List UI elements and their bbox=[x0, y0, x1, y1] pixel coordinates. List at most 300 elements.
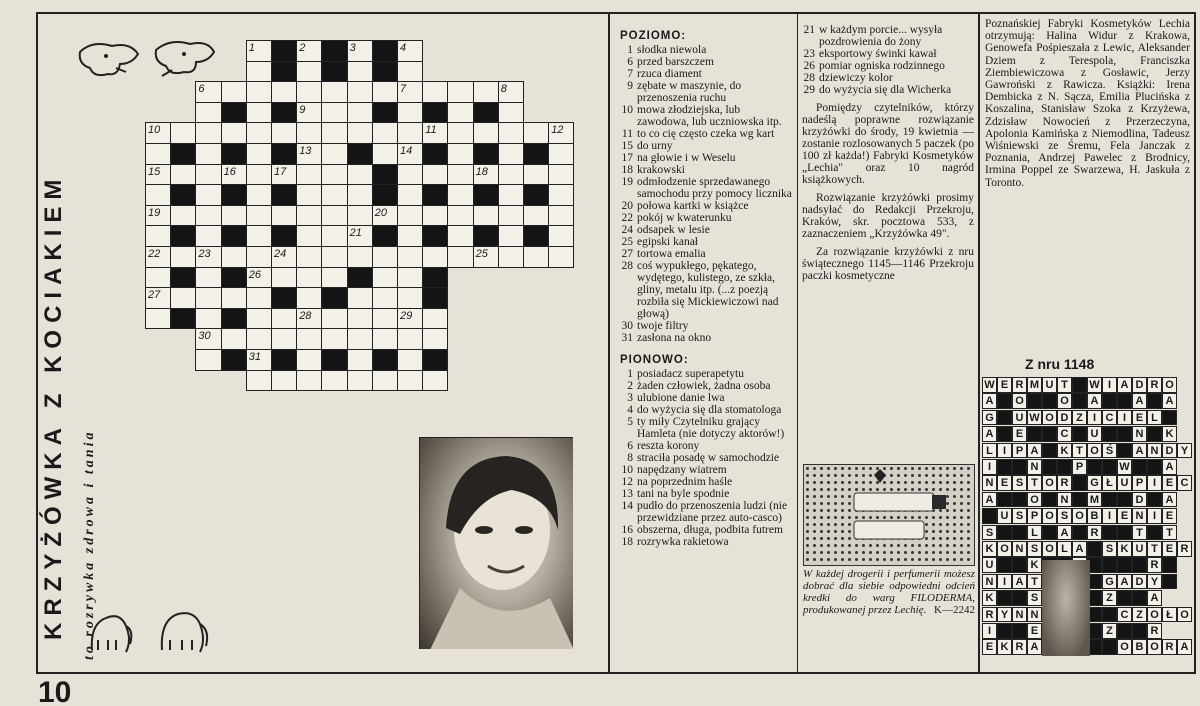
crossword-cell[interactable] bbox=[498, 205, 524, 227]
solution-black-cell bbox=[1102, 639, 1117, 655]
crossword-cell[interactable] bbox=[447, 143, 473, 165]
clue-text: słodka niewola bbox=[637, 44, 707, 56]
solution-cell: G bbox=[1102, 574, 1117, 590]
crossword-cell[interactable] bbox=[296, 370, 322, 392]
crossword-black-cell bbox=[221, 143, 247, 165]
crossword-cell[interactable] bbox=[296, 143, 322, 165]
crossword-black-cell bbox=[221, 102, 247, 124]
crossword-cell[interactable] bbox=[347, 40, 373, 62]
crossword-cell[interactable] bbox=[321, 205, 347, 227]
crossword-cell[interactable] bbox=[372, 267, 398, 289]
crossword-cell[interactable] bbox=[347, 349, 373, 371]
solution-cell: S bbox=[1057, 508, 1072, 524]
clue-number: 4 bbox=[627, 404, 633, 416]
crossword-cell[interactable] bbox=[296, 102, 322, 124]
crossword-cell[interactable] bbox=[296, 225, 322, 247]
crossword-cell[interactable] bbox=[321, 308, 347, 330]
crossword-cell[interactable] bbox=[246, 246, 272, 268]
solution-cell: O bbox=[1042, 410, 1057, 426]
clue-number: 3 bbox=[349, 42, 356, 54]
clue-number: 15 bbox=[148, 165, 161, 178]
crossword-cell[interactable] bbox=[296, 308, 322, 330]
crossword-black-cell bbox=[372, 61, 398, 83]
clue-text: dziewiczy kolor bbox=[819, 72, 893, 84]
clue-number: 18 bbox=[475, 165, 488, 178]
clue-number: 29 bbox=[803, 84, 815, 96]
clue-number: 28 bbox=[621, 260, 633, 272]
solution-cell: C bbox=[1177, 475, 1192, 491]
solution-cell: C bbox=[1057, 426, 1072, 442]
solution-cell: U bbox=[1117, 475, 1132, 491]
crossword-cell[interactable] bbox=[246, 40, 272, 62]
solution-cell: P bbox=[1072, 459, 1087, 475]
clue-text: mowa złodziejska, lub zawodowa, lub uczniowska itp. bbox=[637, 104, 782, 128]
solution-cell: K bbox=[997, 639, 1012, 655]
crossword-cell[interactable] bbox=[397, 205, 423, 227]
crossword-black-cell bbox=[271, 143, 297, 165]
crossword-cell[interactable] bbox=[246, 102, 272, 124]
crossword-cell[interactable] bbox=[347, 164, 373, 186]
crossword-cell[interactable] bbox=[296, 328, 322, 350]
solution-cell: A bbox=[1177, 639, 1192, 655]
crossword-cell[interactable] bbox=[347, 122, 373, 144]
solution-cell: A bbox=[1162, 459, 1177, 475]
solution-black-cell bbox=[1072, 525, 1087, 541]
crossword-cell[interactable] bbox=[447, 122, 473, 144]
crossword-cell[interactable] bbox=[195, 308, 221, 330]
solution-cell: O bbox=[1147, 639, 1162, 655]
crossword-cell[interactable] bbox=[321, 81, 347, 103]
crossword-cell[interactable] bbox=[397, 225, 423, 247]
clue-text: przed barszczem bbox=[637, 56, 714, 68]
crossword-cell[interactable] bbox=[372, 122, 398, 144]
solution-cell: P bbox=[1132, 475, 1147, 491]
crossword-cell[interactable] bbox=[296, 184, 322, 206]
crossword-cell[interactable] bbox=[271, 267, 297, 289]
crossword-cell[interactable] bbox=[271, 205, 297, 227]
solution-cell: Y bbox=[997, 607, 1012, 623]
solution-cell: O bbox=[1042, 475, 1057, 491]
crossword-cell[interactable] bbox=[548, 205, 574, 227]
crossword-black-cell bbox=[271, 61, 297, 83]
crossword-cell[interactable] bbox=[447, 81, 473, 103]
clue-text: obszerna, długa, podbita futrem bbox=[637, 524, 783, 536]
solution-cell: D bbox=[1132, 377, 1147, 393]
clue-number: 1 bbox=[248, 42, 255, 54]
solution-cell: E bbox=[982, 639, 997, 655]
crossword-cell[interactable] bbox=[397, 81, 423, 103]
solution-cell: R bbox=[982, 607, 997, 623]
crossword-cell[interactable] bbox=[372, 308, 398, 330]
crossword-cell[interactable] bbox=[221, 164, 247, 186]
crossword-cell[interactable] bbox=[372, 81, 398, 103]
crossword-cell[interactable] bbox=[447, 225, 473, 247]
crossword-cell[interactable] bbox=[145, 267, 171, 289]
crossword-cell[interactable] bbox=[321, 164, 347, 186]
crossword-cell[interactable] bbox=[523, 164, 549, 186]
solution-cell: O bbox=[1042, 508, 1057, 524]
down-clues-continued bbox=[802, 24, 974, 282]
clue-text: połowa kartki w książce bbox=[637, 200, 749, 212]
crossword-black-cell bbox=[271, 225, 297, 247]
crossword-cell[interactable] bbox=[372, 205, 398, 227]
solution-black-cell bbox=[1072, 377, 1087, 393]
clue-number: 26 bbox=[248, 268, 262, 281]
solution-cell: T bbox=[1147, 541, 1162, 557]
crossword-cell[interactable] bbox=[347, 370, 373, 392]
crossword-cell[interactable] bbox=[347, 225, 373, 247]
clue-item bbox=[802, 48, 974, 60]
crossword-cell[interactable] bbox=[372, 246, 398, 268]
solution-cell: O bbox=[1042, 541, 1057, 557]
crossword-cell[interactable] bbox=[195, 143, 221, 165]
solution-cell: C bbox=[1117, 607, 1132, 623]
clue-text: tani na byle spodnie bbox=[637, 488, 730, 500]
crossword-cell[interactable] bbox=[195, 102, 221, 124]
clue-number: 28 bbox=[299, 309, 312, 322]
crossword-cell[interactable] bbox=[246, 81, 272, 103]
ad-copy: W każdej drogerii i perfumerii możesz dobrać dla siebie odpowiedni odcień kredki do warg FILODERMA, produkowanej przez Lechię. bbox=[803, 568, 975, 616]
solution-cell: N bbox=[1057, 492, 1072, 508]
crossword-cell[interactable] bbox=[523, 205, 549, 227]
crossword-cell[interactable] bbox=[347, 328, 373, 350]
crossword-cell[interactable] bbox=[271, 246, 297, 268]
clue-item bbox=[620, 452, 792, 464]
crossword-cell[interactable] bbox=[397, 164, 423, 186]
clue-text: tortowa emalia bbox=[637, 248, 706, 260]
crossword-cell[interactable] bbox=[498, 225, 524, 247]
crossword-cell[interactable] bbox=[195, 246, 221, 268]
solution-black-cell bbox=[1102, 557, 1117, 573]
crossword-cell[interactable] bbox=[221, 328, 247, 350]
crossword-cell[interactable] bbox=[473, 164, 499, 186]
crossword-cell[interactable] bbox=[347, 184, 373, 206]
crossword-cell[interactable] bbox=[473, 122, 499, 144]
clue-text: ty miły Czytelniku grający Hamleta (nie dotyczy aktorów!) bbox=[637, 416, 785, 440]
crossword-cell[interactable] bbox=[498, 102, 524, 124]
crossword-cell[interactable] bbox=[548, 164, 574, 186]
crossword-black-cell bbox=[347, 267, 373, 289]
crossword-cell[interactable] bbox=[321, 122, 347, 144]
crossword-cell[interactable] bbox=[296, 349, 322, 371]
crossword-cell[interactable] bbox=[447, 102, 473, 124]
solution-cell: E bbox=[1027, 623, 1042, 639]
solution-cell: O bbox=[1027, 492, 1042, 508]
solution-cell: O bbox=[1072, 508, 1087, 524]
crossword-cell[interactable] bbox=[246, 122, 272, 144]
crossword-cell[interactable] bbox=[548, 225, 574, 247]
solution-cell: T bbox=[1027, 475, 1042, 491]
clue-number: 25 bbox=[475, 248, 488, 260]
crossword-cell[interactable] bbox=[195, 349, 221, 371]
crossword-cell[interactable] bbox=[221, 205, 247, 227]
solution-cell: N bbox=[1012, 541, 1027, 557]
clue-item bbox=[802, 72, 974, 84]
crossword-cell[interactable] bbox=[271, 164, 297, 186]
solution-cell: Y bbox=[1147, 574, 1162, 590]
crossword-cell[interactable] bbox=[145, 287, 171, 309]
crossword-cell[interactable] bbox=[321, 246, 347, 268]
crossword-cell[interactable] bbox=[170, 287, 196, 309]
crossword-cell[interactable] bbox=[221, 81, 247, 103]
crossword-cell[interactable] bbox=[422, 308, 448, 330]
crossword-cell[interactable] bbox=[447, 205, 473, 227]
solution-cell: L bbox=[982, 443, 997, 459]
crossword-cell[interactable] bbox=[372, 328, 398, 350]
crossword-cell[interactable] bbox=[296, 205, 322, 227]
crossword-cell[interactable] bbox=[498, 184, 524, 206]
crossword-cell[interactable] bbox=[321, 267, 347, 289]
solution-cell: A bbox=[982, 426, 997, 442]
solution-black-cell bbox=[1087, 541, 1102, 557]
solution-black-cell bbox=[1042, 426, 1057, 442]
winners-list: Poznańskiej Fabryki Kosmetyków Lechia otrzymują: Halina Widur z Krakowa, Genowefa Pośpieszała z Lewic, Aleksander Dziem z Terespola, Franciszka Ziembiewiczowa z Gosławic, Jerzy Gawroński z Rawicza. Książki: Irena Dembicka z N. Sącza, Emilia Plucińska z Koszalina, Stanisław Szoka z Krzyżewa, Zdzisław Nowocień z Przerzeczyna, Apolonia Kamińska z Niemodlina, Tadeusz Wiśniewski ze Śremu, Fela Janczak z Poznania, Andrzej Pawelec z Brodnicy, Irmina Poppel ze Swarzewa, H. Jaskuła z Toronto. bbox=[985, 18, 1190, 189]
crossword-cell[interactable] bbox=[321, 143, 347, 165]
crossword-cell[interactable] bbox=[548, 184, 574, 206]
crossword-cell[interactable] bbox=[296, 164, 322, 186]
crossword-cell[interactable] bbox=[548, 246, 574, 268]
solution-cell: Z bbox=[1102, 590, 1117, 606]
solution-black-cell bbox=[1117, 525, 1132, 541]
crossword-cell[interactable] bbox=[321, 370, 347, 392]
crossword-cell[interactable] bbox=[347, 287, 373, 309]
crossword-cell[interactable] bbox=[473, 246, 499, 268]
crossword-cell[interactable] bbox=[246, 143, 272, 165]
crossword-cell[interactable] bbox=[473, 205, 499, 227]
crossword-cell[interactable] bbox=[246, 205, 272, 227]
solution-cell: A bbox=[1162, 492, 1177, 508]
clue-number: 5 bbox=[627, 416, 633, 428]
crossword-cell[interactable] bbox=[397, 40, 423, 62]
crossword-cell[interactable] bbox=[397, 61, 423, 83]
crossword-cell[interactable] bbox=[195, 184, 221, 206]
crossword-cell[interactable] bbox=[145, 184, 171, 206]
crossword-cell[interactable] bbox=[447, 164, 473, 186]
crossword-cell[interactable] bbox=[422, 246, 448, 268]
crossword-black-cell bbox=[372, 40, 398, 62]
crossword-cell[interactable] bbox=[498, 81, 524, 103]
solution-black-cell bbox=[1042, 492, 1057, 508]
crossword-cell[interactable] bbox=[447, 246, 473, 268]
crossword-cell[interactable] bbox=[246, 61, 272, 83]
crossword-cell[interactable] bbox=[170, 246, 196, 268]
crossword-cell[interactable] bbox=[195, 328, 221, 350]
crossword-cell[interactable] bbox=[296, 61, 322, 83]
crossword-cell[interactable] bbox=[397, 370, 423, 392]
crossword-cell[interactable] bbox=[170, 205, 196, 227]
clue-text: rzuca diament bbox=[637, 68, 702, 80]
crossword-cell[interactable] bbox=[145, 205, 171, 227]
solution-cell: T bbox=[1132, 525, 1147, 541]
crossword-cell[interactable] bbox=[296, 287, 322, 309]
crossword-cell[interactable] bbox=[397, 246, 423, 268]
crossword-cell[interactable] bbox=[296, 81, 322, 103]
crossword-cell[interactable] bbox=[296, 122, 322, 144]
solution-cell: Z bbox=[1102, 623, 1117, 639]
crossword-cell[interactable] bbox=[523, 122, 549, 144]
crossword-cell[interactable] bbox=[397, 328, 423, 350]
crossword-black-cell bbox=[523, 225, 549, 247]
crossword-cell[interactable] bbox=[372, 370, 398, 392]
crossword-cell[interactable] bbox=[271, 370, 297, 392]
crossword-cell[interactable] bbox=[498, 143, 524, 165]
crossword-black-cell bbox=[221, 267, 247, 289]
crossword-black-cell bbox=[170, 184, 196, 206]
crossword-cell[interactable] bbox=[221, 122, 247, 144]
crossword-black-cell bbox=[473, 184, 499, 206]
crossword-cell[interactable] bbox=[397, 122, 423, 144]
crossword-cell[interactable] bbox=[498, 246, 524, 268]
crossword-cell[interactable] bbox=[422, 81, 448, 103]
crossword-cell[interactable] bbox=[145, 308, 171, 330]
crossword-cell[interactable] bbox=[271, 328, 297, 350]
crossword-cell[interactable] bbox=[271, 122, 297, 144]
clue-number: 17 bbox=[621, 152, 633, 164]
crossword-cell[interactable] bbox=[347, 102, 373, 124]
clue-text: zasłona na okno bbox=[637, 332, 712, 344]
clue-text: zębate w maszynie, do przenoszenia ruchu bbox=[637, 80, 742, 104]
clue-number: 9 bbox=[627, 80, 633, 92]
crossword-cell[interactable] bbox=[195, 267, 221, 289]
crossword-cell[interactable] bbox=[321, 225, 347, 247]
crossword-cell[interactable] bbox=[498, 164, 524, 186]
crossword-cell[interactable] bbox=[347, 246, 373, 268]
crossword-cell[interactable] bbox=[422, 164, 448, 186]
crossword-black-cell bbox=[170, 143, 196, 165]
crossword-cell[interactable] bbox=[195, 164, 221, 186]
crossword-black-cell bbox=[473, 143, 499, 165]
crossword-cell[interactable] bbox=[246, 267, 272, 289]
crossword-cell[interactable] bbox=[397, 267, 423, 289]
crossword-cell[interactable] bbox=[397, 143, 423, 165]
crossword-cell[interactable] bbox=[145, 122, 171, 144]
crossword-cell[interactable] bbox=[498, 122, 524, 144]
crossword-cell[interactable] bbox=[296, 40, 322, 62]
crossword-cell[interactable] bbox=[422, 122, 448, 144]
crossword-cell[interactable] bbox=[372, 143, 398, 165]
crossword-cell[interactable] bbox=[473, 81, 499, 103]
crossword-cell[interactable] bbox=[548, 122, 574, 144]
solution-cell: B bbox=[1087, 508, 1102, 524]
solution-black-cell bbox=[1147, 525, 1162, 541]
crossword-cell[interactable] bbox=[422, 370, 448, 392]
crossword-cell[interactable] bbox=[145, 246, 171, 268]
crossword-cell[interactable] bbox=[548, 143, 574, 165]
clue-number: 30 bbox=[621, 320, 633, 332]
crossword-cell[interactable] bbox=[321, 102, 347, 124]
crossword-cell[interactable] bbox=[246, 184, 272, 206]
clue-text: rozrywka rakietowa bbox=[637, 536, 729, 548]
solution-black-cell bbox=[1132, 623, 1147, 639]
crossword-cell[interactable] bbox=[170, 122, 196, 144]
solution-cell: N bbox=[1012, 607, 1027, 623]
solution-cell: A bbox=[1072, 541, 1087, 557]
crossword-cell[interactable] bbox=[246, 328, 272, 350]
crossword-cell[interactable] bbox=[372, 287, 398, 309]
clue-number: 16 bbox=[223, 165, 236, 178]
solution-black-cell bbox=[1147, 459, 1162, 475]
clue-number: 12 bbox=[621, 476, 633, 488]
crossword-cell[interactable] bbox=[347, 61, 373, 83]
crossword-black-cell bbox=[321, 40, 347, 62]
crossword-cell[interactable] bbox=[246, 370, 272, 392]
crossword-cell[interactable] bbox=[145, 164, 171, 186]
solution-cell: E bbox=[997, 377, 1012, 393]
crossword-cell[interactable] bbox=[195, 205, 221, 227]
solution-cell: G bbox=[982, 410, 997, 426]
crossword-cell[interactable] bbox=[397, 349, 423, 371]
solution-cell: D bbox=[1132, 574, 1147, 590]
crossword-cell[interactable] bbox=[246, 164, 272, 186]
clue-number: 7 bbox=[627, 68, 633, 80]
crossword-cell[interactable] bbox=[397, 287, 423, 309]
crossword-cell[interactable] bbox=[195, 287, 221, 309]
solution-cell: E bbox=[1162, 508, 1177, 524]
crossword-cell[interactable] bbox=[271, 81, 297, 103]
crossword-cell[interactable] bbox=[195, 225, 221, 247]
crossword-cell[interactable] bbox=[170, 164, 196, 186]
crossword-cell[interactable] bbox=[145, 143, 171, 165]
solution-black-cell bbox=[997, 459, 1012, 475]
crossword-cell[interactable] bbox=[221, 246, 247, 268]
across-list bbox=[620, 44, 792, 344]
crossword-cell[interactable] bbox=[422, 328, 448, 350]
crossword-cell[interactable] bbox=[145, 225, 171, 247]
solution-black-cell bbox=[1102, 492, 1117, 508]
crossword-cell[interactable] bbox=[321, 184, 347, 206]
solution-black-cell bbox=[1117, 393, 1132, 409]
crossword-cell[interactable] bbox=[246, 308, 272, 330]
solution-black-cell bbox=[997, 492, 1012, 508]
clue-text: egipski kanał bbox=[637, 236, 698, 248]
crossword-cell[interactable] bbox=[397, 184, 423, 206]
crossword-cell[interactable] bbox=[221, 287, 247, 309]
crossword-cell[interactable] bbox=[347, 81, 373, 103]
crossword-cell[interactable] bbox=[246, 287, 272, 309]
clue-text: reszta korony bbox=[637, 440, 700, 452]
crossword-cell[interactable] bbox=[246, 349, 272, 371]
crossword-cell[interactable] bbox=[271, 308, 297, 330]
crossword-cell[interactable] bbox=[296, 267, 322, 289]
clue-item bbox=[620, 80, 792, 104]
crossword-cell[interactable] bbox=[347, 308, 373, 330]
crossword-cell[interactable] bbox=[195, 81, 221, 103]
clue-text: na poprzednim haśle bbox=[637, 476, 733, 488]
crossword-cell[interactable] bbox=[397, 102, 423, 124]
crossword-cell[interactable] bbox=[246, 225, 272, 247]
crossword-cell[interactable] bbox=[447, 184, 473, 206]
solution-cell: C bbox=[1102, 410, 1117, 426]
crossword-cell[interactable] bbox=[296, 246, 322, 268]
send-paragraph: Rozwiązanie krzyżówki prosimy nadsyłać do Redakcji Przekroju, Kraków, skr. pocztowa 533, z zaznaczeniem „Krzyżówka 49". bbox=[802, 192, 974, 240]
crossword-cell[interactable] bbox=[422, 205, 448, 227]
solution-black-cell bbox=[1117, 492, 1132, 508]
crossword-cell[interactable] bbox=[195, 122, 221, 144]
clue-number: 28 bbox=[803, 72, 815, 84]
crossword-cell[interactable] bbox=[523, 246, 549, 268]
solution-cell: E bbox=[997, 475, 1012, 491]
crossword-cell[interactable] bbox=[347, 205, 373, 227]
solution-cell: S bbox=[982, 525, 997, 541]
clue-number: 2 bbox=[299, 42, 306, 54]
crossword-cell[interactable] bbox=[321, 328, 347, 350]
solution-cell: K bbox=[1162, 426, 1177, 442]
crossword-cell[interactable] bbox=[397, 308, 423, 330]
clue-text: napędzany wiatrem bbox=[637, 464, 727, 476]
solution-cell: Z bbox=[1072, 410, 1087, 426]
crossword-black-cell bbox=[221, 349, 247, 371]
solution-black-cell bbox=[1162, 410, 1177, 426]
